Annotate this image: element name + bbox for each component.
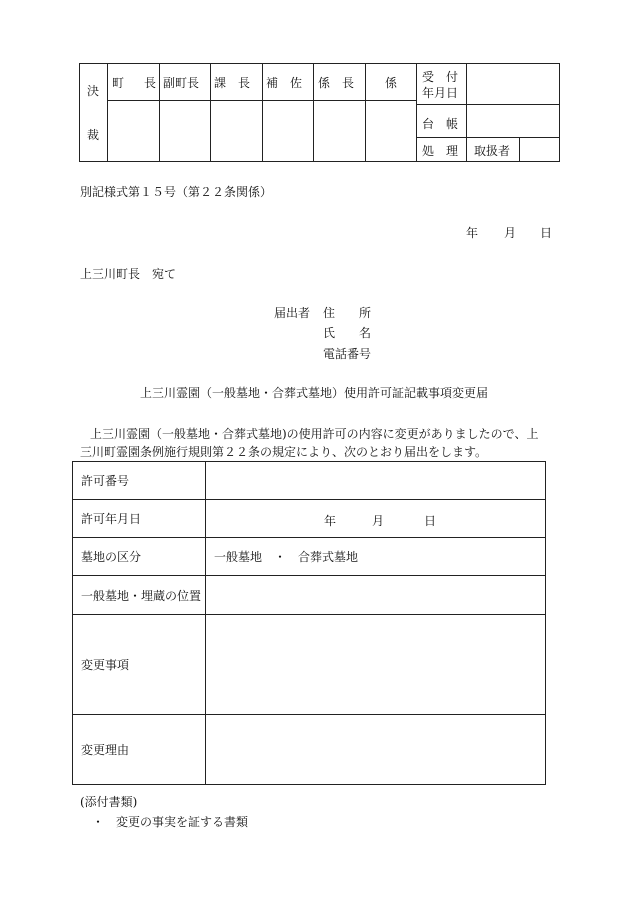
permit-date-year: 年 [324,514,337,528]
column-deputy-mayor: 副町長 [163,76,200,90]
applicant-address-label: 住 所 [323,306,372,320]
receipt-label-line1: 受 付 [422,70,459,84]
notification-table [72,461,546,785]
column-section-chief: 課 長 [214,76,251,90]
form-reference: 別記様式第１５号（第２２条関係） [80,185,273,199]
decision-label-top: 決 [87,84,100,98]
permit-number-label: 許可番号 [73,462,206,500]
handler-label: 取扱者 [474,144,511,158]
column-mayor: 町 長 [112,76,156,90]
cemetery-category-value[interactable]: 一般墓地 ・ 合葬式墓地 [206,538,546,576]
cemetery-category-label: 墓地の区分 [73,538,206,576]
permit-date-month: 月 [372,514,385,528]
table-row-change-details [73,615,546,715]
change-details-label: 変更事項 [73,615,206,715]
column-unit-chief: 係 長 [318,76,355,90]
burial-location-field[interactable] [206,576,546,615]
burial-location-label: 一般墓地・埋蔵の位置 [73,576,206,615]
table-row-permit-date [73,500,546,538]
table-row-cemetery-category [73,538,546,576]
attachments-heading: (添付書類) [80,795,138,809]
change-reason-field[interactable] [206,715,546,785]
applicant-phone-label: 電話番号 [323,347,372,361]
permit-date-field[interactable] [206,500,546,538]
approval-grid [79,63,560,162]
decision-label-bottom: 裁 [87,128,100,142]
change-details-field[interactable] [206,615,546,715]
submission-date-year: 年 [466,226,479,240]
body-text-line2: 三川町霊園条例施行規則第２２条の規定により、次のとおり届出をします。 [80,445,488,459]
applicant-name-label: 氏 名 [323,326,372,340]
table-row-burial-location [73,576,546,615]
document-title: 上三川霊園（一般墓地・合葬式墓地）使用許可証記載事項変更届 [140,386,489,400]
attachments-item: ・ 変更の事実を証する書類 [92,815,249,829]
permit-number-field[interactable] [206,462,546,500]
change-reason-label: 変更理由 [73,715,206,785]
submission-date-month: 月 [504,226,517,240]
column-staff: 係 [385,76,398,90]
body-text-line1: 上三川霊園（一般墓地・合葬式墓地)の使用許可の内容に変更がありましたので、上 [90,427,539,441]
table-row-permit-number [73,462,546,500]
column-assistant: 補 佐 [266,76,303,90]
permit-date-label: 許可年月日 [73,500,206,538]
processing-label: 処 理 [422,144,459,158]
table-row-change-reason [73,715,546,785]
applicant-label: 届出者 [274,306,311,320]
receipt-label-line2: 年月日 [422,86,459,100]
addressee: 上三川町長 宛て [80,267,177,281]
permit-date-day: 日 [424,514,437,528]
submission-date-day: 日 [540,226,553,240]
ledger-label: 台 帳 [422,117,459,131]
